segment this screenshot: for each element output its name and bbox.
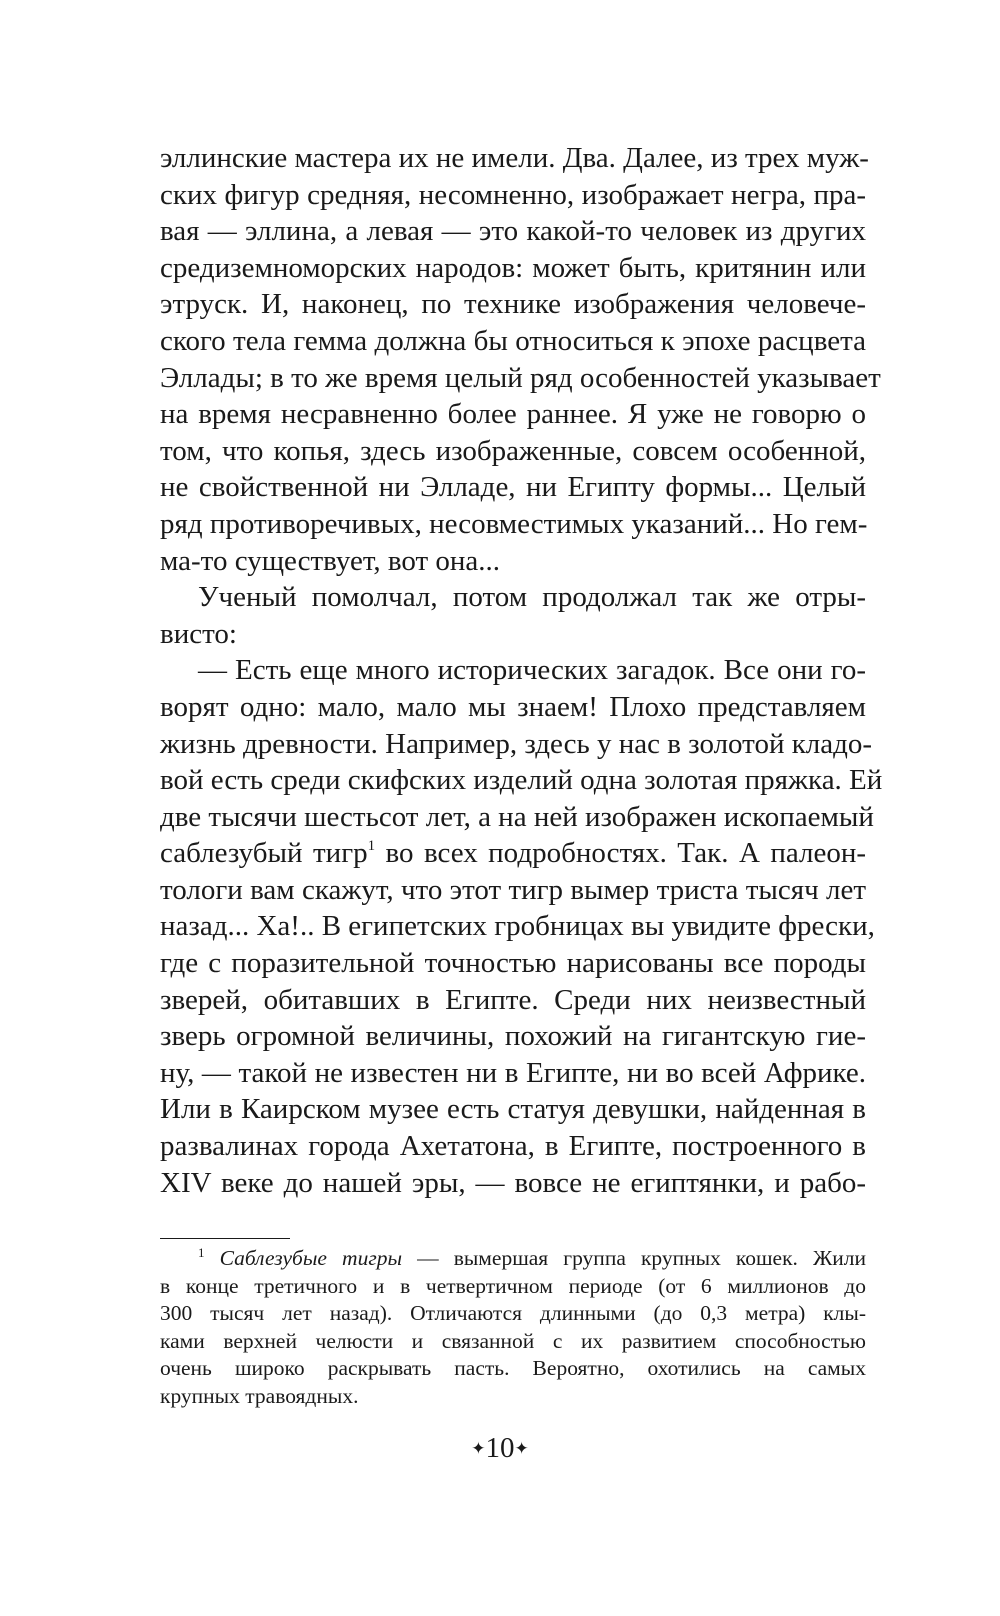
ornament-star-icon: ✦	[471, 1439, 486, 1458]
text-line: где с поразительной точностью нарисованы все породы	[160, 947, 866, 980]
text-line: развалинах города Ахетатона, в Египте, построенного в	[160, 1130, 866, 1163]
footnote-divider	[160, 1238, 290, 1239]
text-line: ворят одно: мало, мало мы знаем! Плохо представляем	[160, 690, 866, 723]
footnote-text: — вымершая группа крупных кошек. Жили	[402, 1246, 867, 1270]
text-line: зверей, обитавших в Египте. Среди них неизвестный	[160, 983, 866, 1016]
text-line: назад... Ха!.. В египетских гробницах вы увидите фрески,	[160, 910, 875, 943]
ornament-star-icon: ✦	[514, 1439, 529, 1458]
footnote-reference[interactable]: 1	[367, 838, 376, 855]
footnote-line: в конце третичного и в четвертичном периоде (от 6 миллионов до	[160, 1273, 866, 1298]
text-line: две тысячи шестьсот лет, а на ней изображен ископаемый	[160, 800, 874, 833]
text-line: том, что копья, здесь изображенные, совсем особенной,	[160, 434, 866, 467]
footnote-block	[160, 1245, 866, 1411]
text-line: ну, — такой не известен ни в Египте, ни во всей Африке.	[160, 1056, 866, 1089]
text-line: XIV веке до нашей эры, — вовсе не египтянки, и рабо-	[160, 1166, 866, 1199]
text-line: Или в Каирском музее есть статуя девушки, найденная в	[160, 1093, 866, 1126]
page-number	[0, 1428, 1000, 1469]
footnote-line: крупных травоядных.	[160, 1383, 359, 1408]
main-text	[160, 140, 883, 1201]
text-line: Эллады; в то же время целый ряд особенностей указывает	[160, 361, 881, 394]
text-line: тологи вам скажут, что этот тигр вымер триста тысяч лет	[160, 873, 866, 906]
text-line: ских фигур средняя, несомненно, изображает негра, пра-	[160, 178, 866, 211]
footnote-line: очень широко раскрывать пасть. Вероятно, охотились на самых	[160, 1356, 866, 1381]
text-line: средиземноморских народов: может быть, критянин или	[160, 251, 866, 284]
text-line: вой есть среди скифских изделий одна золотая пряжка. Ей	[160, 764, 883, 797]
text-line: не свойственной ни Элладе, ни Египту формы... Целый	[160, 471, 866, 504]
text-segment: во всех подробностях. Так. А палеон-	[375, 837, 867, 870]
text-line: вая — эллина, а левая — это какой-то человек из других	[160, 215, 866, 248]
text-line: Ученый помолчал, потом продолжал так же отры-	[198, 581, 866, 614]
page-number-value: 10	[485, 1432, 515, 1464]
text-line: этруск. И, наконец, по технике изображения человече-	[160, 288, 866, 321]
text-line: висто:	[160, 617, 237, 650]
page-body	[160, 140, 883, 1201]
footnote-line: ками верхней челюсти и связанной с их развитием способностью	[160, 1328, 866, 1353]
text-line: на время несравненно более раннее. Я уже не говорю о	[160, 398, 866, 431]
text-line: ма-то существует, вот она...	[160, 544, 501, 577]
text-line-with-footnote	[160, 835, 866, 872]
text-line: ряд противоречивых, несовместимых указаний... Но гем-	[160, 507, 868, 540]
text-line: — Есть еще много исторических загадок. Все они го-	[198, 654, 866, 687]
text-segment: саблезубый тигр	[160, 837, 368, 870]
footnote-line: 300 тысяч лет назад). Отличаются длинными (до 0,3 метра) клы-	[160, 1301, 866, 1326]
text-line: эллинские мастера их не имели. Два. Далее, из трех муж-	[160, 142, 869, 174]
text-line: ского тела гемма должна бы относиться к эпохе расцвета	[160, 324, 866, 357]
footnote-line	[160, 1245, 866, 1273]
footnote-marker: 1	[198, 1245, 205, 1260]
footnote-term: Саблезубые тигры	[219, 1246, 403, 1270]
text-line: жизнь древности. Например, здесь у нас в золотой кладо-	[160, 727, 873, 760]
text-line: зверь огромной величины, похожий на гигантскую гие-	[160, 1020, 866, 1053]
